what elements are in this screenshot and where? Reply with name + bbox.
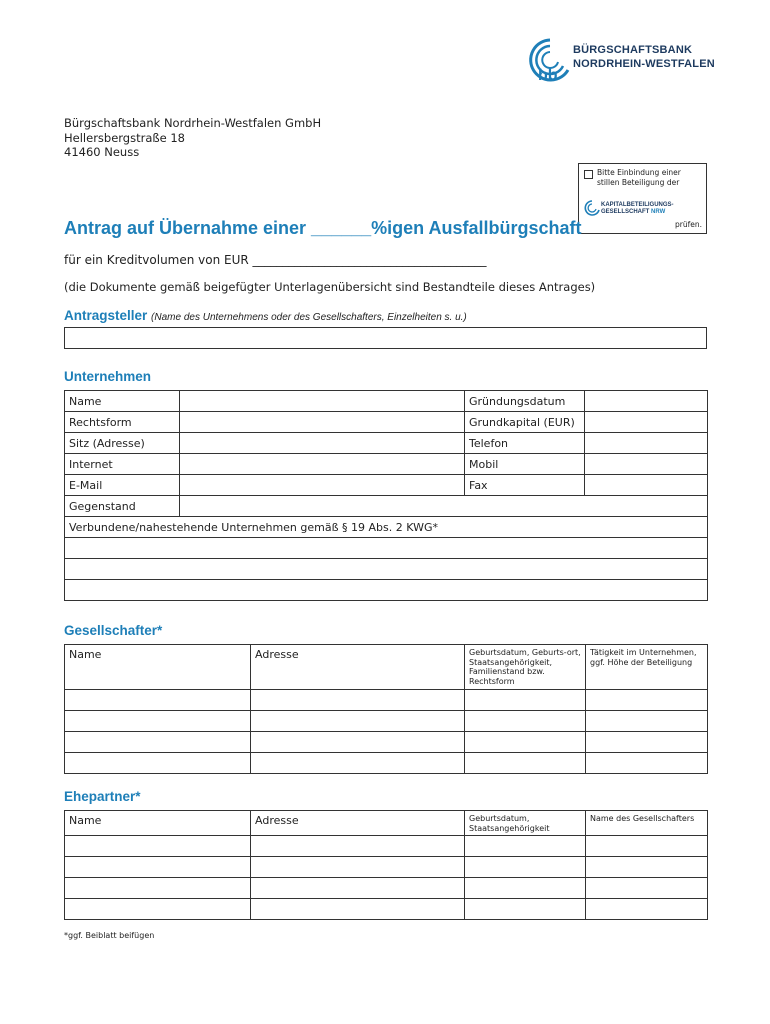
cell-input[interactable] [586,899,708,920]
cell-input[interactable] [465,899,586,920]
cell-input[interactable] [251,878,465,899]
shareholders-col-name: Name [65,645,251,690]
cell-input[interactable] [586,711,708,732]
company-label-right: Fax [465,475,585,496]
optin-text1: Bitte Einbindung einer [597,168,681,177]
company-input[interactable] [180,475,465,496]
company-input[interactable] [180,391,465,412]
company-input[interactable] [585,475,708,496]
company-input[interactable] [585,433,708,454]
related-company-input[interactable] [65,580,708,601]
spouses-col-shareholder: Name des Gesellschafters [586,811,708,836]
cell-input[interactable] [465,753,586,774]
cell-input[interactable] [65,711,251,732]
table-row [65,899,708,920]
cell-input[interactable] [65,878,251,899]
related-company-row [65,559,708,580]
cell-input[interactable] [65,732,251,753]
cell-input[interactable] [586,857,708,878]
company-input[interactable] [585,454,708,475]
related-company-input[interactable] [65,538,708,559]
address-line2: Hellersbergstraße 18 [64,130,185,145]
table-row [65,878,708,899]
related-company-row [65,580,708,601]
company-row [65,496,708,517]
cell-input[interactable] [465,732,586,753]
applicant-note: (Name des Unternehmens oder des Gesellschafters, Einzelheiten s. u.) [151,312,467,323]
company-label-right: Grundkapital (EUR) [465,412,585,433]
table-row [65,857,708,878]
table-row [65,836,708,857]
applicant-input[interactable] [64,327,707,349]
participation-checkbox[interactable] [584,170,593,179]
related-company-row [65,538,708,559]
shareholders-heading: Gesellschafter* [64,623,163,638]
cell-input[interactable] [251,836,465,857]
cell-input[interactable] [465,711,586,732]
cell-input[interactable] [586,753,708,774]
company-input[interactable] [585,391,708,412]
spouses-col-name: Name [65,811,251,836]
company-label-left: Rechtsform [65,412,180,433]
cell-input[interactable] [465,857,586,878]
company-row [65,475,708,496]
logo-line1: BÜRGSCHAFTSBANK [573,44,693,56]
table-row [65,732,708,753]
company-row [65,433,708,454]
participation-box [578,163,707,234]
shareholders-col-address: Adresse [251,645,465,690]
kap-line2-text: GESELLSCHAFT [601,209,650,215]
table-row [65,711,708,732]
company-heading: Unternehmen [64,369,152,384]
company-label-right: Mobil [465,454,585,475]
logo-line2: NORDRHEIN-WESTFALEN [573,58,715,70]
table-row [65,690,708,711]
cell-input[interactable] [251,690,465,711]
cell-input[interactable] [586,690,708,711]
page-title: Antrag auf Übernahme einer ______%igen Ausfallbürgschaft [64,218,582,238]
svg-text:bb: bb [538,67,558,84]
optin-text2: stillen Beteiligung der [597,178,680,187]
kap-line1: KAPITALBETEILIGUNGS- [601,202,674,208]
company-input[interactable] [180,433,465,454]
footnote: *ggf. Beiblatt beifügen [64,931,155,940]
related-companies-label: Verbundene/nahestehende Unternehmen gemäß § 19 Abs. 2 KWG* [65,517,708,538]
shareholders-table [64,644,708,774]
cell-input[interactable] [251,899,465,920]
address-line3: 41460 Neuss [64,145,140,159]
applicant-heading [64,308,467,323]
spouses-header-row [65,811,708,836]
purpose-label: Gegenstand [65,496,180,517]
company-input[interactable] [180,454,465,475]
recipient-address [64,116,321,160]
documents-note: (die Dokumente gemäß beigefügter Unterlagenübersicht sind Bestandteile dieses Antrages) [64,280,596,294]
cell-input[interactable] [251,857,465,878]
purpose-input[interactable] [180,496,708,517]
credit-volume-line: für ein Kreditvolumen von EUR _______________________________________ [64,253,487,267]
spouses-table [64,810,708,920]
optin-check-text: prüfen. [675,220,702,229]
cell-input[interactable] [65,753,251,774]
company-label-left: E-Mail [65,475,180,496]
logo-mark-icon [528,36,572,88]
company-label-left: Sitz (Adresse) [65,433,180,454]
shareholders-header-row [65,645,708,690]
cell-input[interactable] [465,690,586,711]
shareholders-col-role: Tätigkeit im Unternehmen, ggf. Höhe der Beteiligung [586,645,708,690]
cell-input[interactable] [65,690,251,711]
kbg-logo-icon [584,200,600,216]
company-input[interactable] [180,412,465,433]
cell-input[interactable] [251,711,465,732]
spouses-col-birth: Geburtsdatum, Staatsangehörigkeit [465,811,586,836]
company-label-left: Name [65,391,180,412]
company-row [65,454,708,475]
company-label-right: Telefon [465,433,585,454]
company-row [65,517,708,538]
company-input[interactable] [585,412,708,433]
cell-input[interactable] [586,878,708,899]
company-label-right: Gründungsdatum [465,391,585,412]
cell-input[interactable] [586,732,708,753]
cell-input[interactable] [251,732,465,753]
cell-input[interactable] [65,857,251,878]
address-line1: Bürgschaftsbank Nordrhein-Westfalen GmbH [64,116,322,130]
kap-nrw: NRW [651,209,666,215]
shareholders-col-birth: Geburtsdatum, Geburts-ort, Staatsangehörigkeit, Familienstand bzw. Rechtsform [465,645,586,690]
spouses-heading: Ehepartner* [64,789,141,804]
kap-line2 [601,209,665,216]
logo [528,36,718,88]
company-label-left: Internet [65,454,180,475]
cell-input[interactable] [65,899,251,920]
cell-input[interactable] [65,836,251,857]
related-company-input[interactable] [65,559,708,580]
cell-input[interactable] [465,878,586,899]
company-table [64,390,708,601]
cell-input[interactable] [251,753,465,774]
cell-input[interactable] [586,836,708,857]
company-row [65,391,708,412]
applicant-heading-text: Antragsteller [64,308,148,323]
spouses-col-address: Adresse [251,811,465,836]
cell-input[interactable] [465,836,586,857]
table-row [65,753,708,774]
company-row [65,412,708,433]
